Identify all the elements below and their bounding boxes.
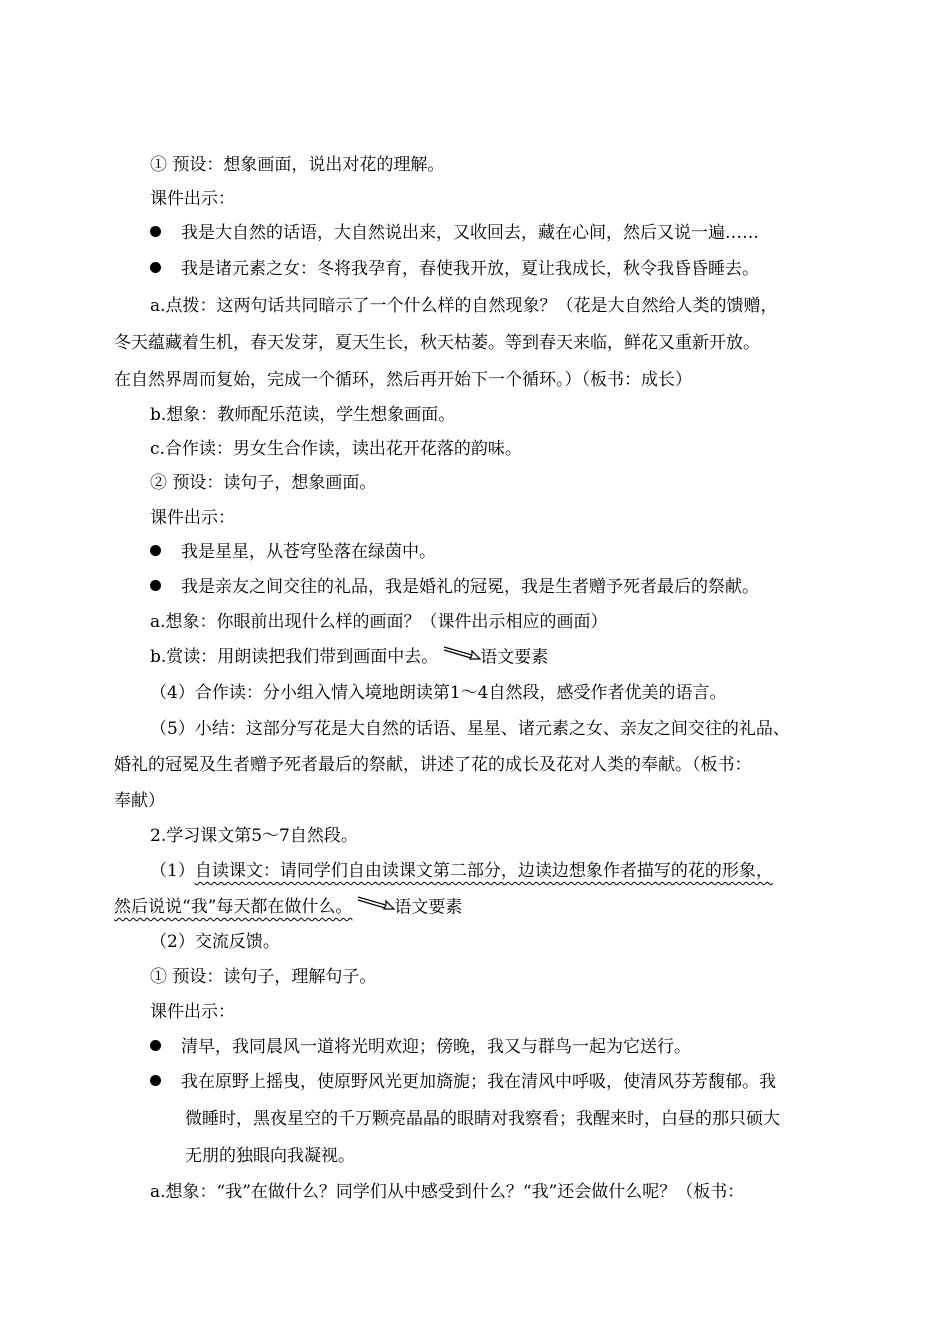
paragraph: 奉献） xyxy=(114,791,165,811)
bullet-continuation: 无朋的独眼向我凝视。 xyxy=(185,1146,355,1166)
paragraph: 在自然界周而复始，完成一个循环，然后再开始下一个循环。）（板书：成长） xyxy=(114,370,692,390)
paragraph-text: b.赏读：用朗读把我们带到画面中去。 xyxy=(150,647,439,667)
paragraph: 课件出示： xyxy=(150,189,235,209)
bullet-text: 我是星星，从苍穹坠落在绿茵中。 xyxy=(181,542,436,562)
paragraph xyxy=(114,890,462,925)
paragraph: 婚礼的冠冕及生者赠予死者最后的祭献，讲述了花的成长及花对人类的奉献。（板书： xyxy=(114,755,752,775)
bullet-text: 我是诸元素之女：冬将我孕育，春使我开放，夏让我成长，秋令我昏昏睡去。 xyxy=(181,259,759,279)
paragraph-text: （1） xyxy=(150,861,195,881)
paragraph: a.想象：你眼前出现什么样的画面？（课件出示相应的画面） xyxy=(150,612,608,632)
bullet-item xyxy=(150,535,436,569)
paragraph: （5）小结：这部分写花是大自然的话语、星星、诸元素之女、亲友之间交往的礼品、 xyxy=(150,719,790,739)
paragraph: ② 预设：读句子，想象画面。 xyxy=(150,473,377,493)
paragraph: b.想象：教师配乐范读，学生想象画面。 xyxy=(150,405,456,425)
bullet-text: 我是大自然的话语，大自然说出来，又收回去，藏在心间，然后又说一遍…… xyxy=(181,223,759,243)
bullet-item xyxy=(150,1030,691,1064)
bullet-icon xyxy=(150,262,161,273)
paragraph: a.点拨：这两句话共同暗示了一个什么样的自然现象？（花是大自然给人类的馈赠， xyxy=(150,296,778,316)
annotation-label: 语文要素 xyxy=(480,647,549,668)
paragraph: ① 预设：想象画面，说出对花的理解。 xyxy=(150,155,445,175)
bullet-icon xyxy=(150,226,161,237)
paragraph: 课件出示： xyxy=(150,1002,235,1022)
paragraph: （2）交流反馈。 xyxy=(150,932,280,952)
bullet-icon xyxy=(150,580,161,591)
paragraph xyxy=(150,640,548,675)
bullet-continuation: 微睡时，黑夜星空的千万颗亮晶晶的眼睛对我察看；我醒来时，白昼的那只硕大 xyxy=(185,1109,780,1129)
paragraph: ① 预设：读句子，理解句子。 xyxy=(150,967,377,987)
paragraph: 冬天蕴藏着生机，春天发芽，夏天生长，秋天枯萎。等到春天来临，鲜花又重新开放。 xyxy=(114,333,760,353)
paragraph: a.想象：“我”在做什么？同学们从中感受到什么？“我”还会做什么呢？（板书： xyxy=(150,1182,745,1202)
arrow-icon xyxy=(356,899,394,917)
bullet-text: 我是亲友之间交往的礼品，我是婚礼的冠冕，我是生者赠予死者最后的祭献。 xyxy=(181,577,759,597)
bullet-item xyxy=(150,216,759,250)
bullet-icon xyxy=(150,1040,161,1051)
paragraph: 课件出示： xyxy=(150,508,235,528)
bullet-item xyxy=(150,252,759,286)
bullet-text: 清早，我同晨风一道将光明欢迎；傍晚，我又与群鸟一起为它送行。 xyxy=(181,1037,691,1057)
wavy-underlined-text: 然后说说“我”每天都在做什么。 xyxy=(114,897,353,917)
paragraph: c.合作读：男女生合作读，读出花开花落的韵味。 xyxy=(150,439,522,459)
wavy-underlined-text: 自读课文：请同学们自由读课文第二部分，边读边想象作者描写的花的形象， xyxy=(194,861,773,881)
arrow-icon xyxy=(442,649,480,667)
paragraph: （4）合作读：分小组入情入境地朗读第1～4自然段，感受作者优美的语言。 xyxy=(150,683,727,703)
bullet-item xyxy=(150,570,759,604)
bullet-icon xyxy=(150,1075,161,1086)
section-heading: 2.学习课文第5～7自然段。 xyxy=(150,826,358,846)
annotation-label: 语文要素 xyxy=(394,897,463,918)
bullet-item xyxy=(150,1065,776,1099)
bullet-icon xyxy=(150,545,161,556)
paragraph xyxy=(150,854,773,888)
bullet-text: 我在原野上摇曳，使原野风光更加旖旎；我在清风中呼吸，使清风芬芳馥郁。我 xyxy=(181,1072,776,1092)
